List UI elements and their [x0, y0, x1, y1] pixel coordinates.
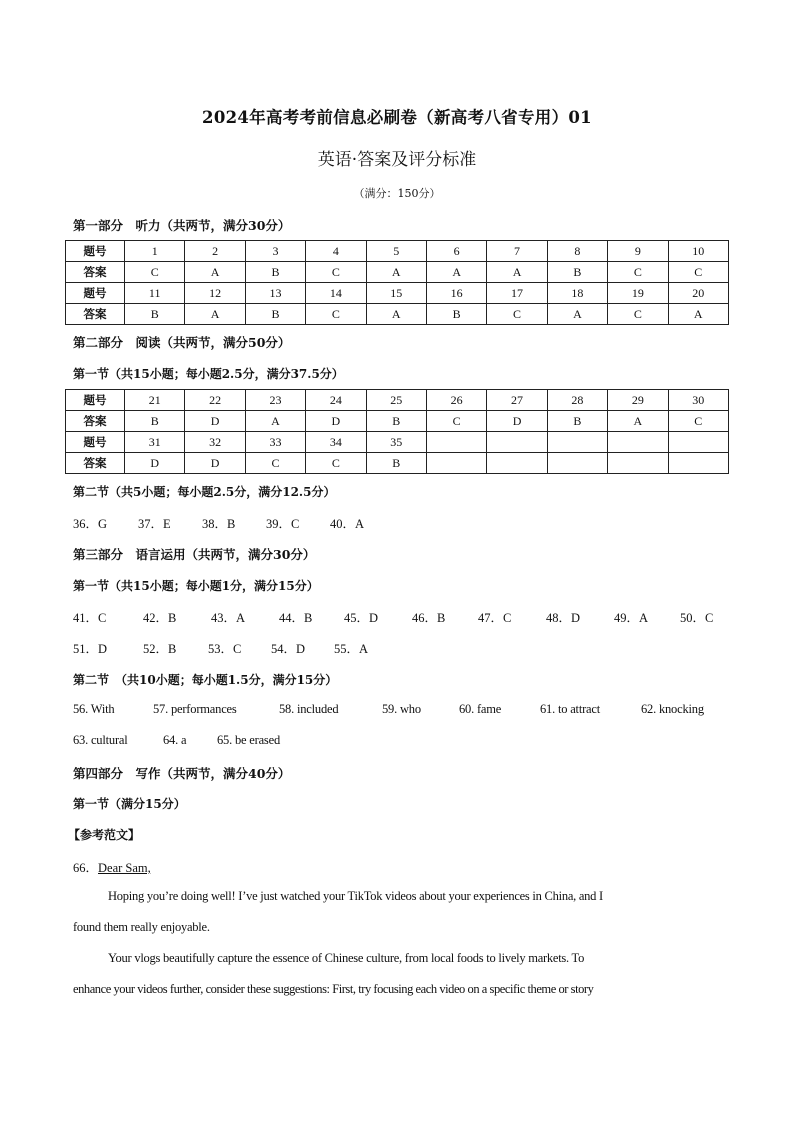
answer-label-cell: 答案	[66, 453, 125, 474]
question-number-cell: 12	[185, 283, 245, 304]
question-number-cell: 7	[487, 241, 547, 262]
part3-section1-answers-row2	[73, 639, 368, 657]
answer-item: 65. be erased	[217, 733, 280, 747]
answer-cell: A	[426, 262, 486, 283]
answer-cell: B	[547, 262, 607, 283]
answer-item: 51．D	[73, 642, 108, 656]
answer-cell: C	[426, 411, 486, 432]
answer-cell: A	[366, 304, 426, 325]
question-number-cell	[547, 432, 607, 453]
answer-cell: C	[306, 262, 366, 283]
question-number-cell: 1	[125, 241, 185, 262]
question-label-cell: 题号	[66, 283, 125, 304]
answer-item: 44．B	[279, 611, 313, 625]
part2-answer-table	[65, 389, 729, 474]
answer-label-cell: 答案	[66, 262, 125, 283]
question-number-cell: 35	[366, 432, 426, 453]
question-number-cell: 15	[366, 283, 426, 304]
answer-item: 49．A	[614, 611, 649, 625]
question-number-cell: 6	[426, 241, 486, 262]
answer-label-cell: 答案	[66, 411, 125, 432]
essay-paragraph1-line1: Hoping you’re doing well! I’ve just watched your TikTok videos about your experiences in China, and I	[108, 889, 603, 903]
question-label-cell: 题号	[66, 241, 125, 262]
sample-essay-label: 【参考范文】	[68, 828, 141, 842]
full-score-note: （满分：150分）	[353, 187, 441, 200]
answer-item: 42．B	[143, 611, 177, 625]
part4-heading: 第四部分 写作（共两节，满分40分）	[73, 766, 291, 781]
question-number-cell: 18	[547, 283, 607, 304]
answer-cell: C	[487, 304, 547, 325]
answer-item: 63. cultural	[73, 733, 128, 747]
answer-cell: A	[487, 262, 547, 283]
answer-item: 61. to attract	[540, 702, 601, 716]
part3-section2-answers-row1	[73, 702, 704, 717]
question-label-cell: 题号	[66, 390, 125, 411]
question-number-cell: 10	[668, 241, 728, 262]
answer-cell: B	[125, 411, 185, 432]
answer-cell: D	[185, 453, 245, 474]
answer-cell: B	[125, 304, 185, 325]
part2-section2-answers	[73, 514, 394, 532]
question-number-cell	[608, 432, 668, 453]
answer-cell: B	[366, 411, 426, 432]
question-number-cell: 16	[426, 283, 486, 304]
answer-item: 64. a	[163, 733, 187, 747]
answer-item: 57. performances	[153, 702, 237, 716]
part3-section1-answers-row1	[73, 608, 713, 626]
part2-section2-heading: 第二节（共5小题；每小题2.5分，满分12.5分）	[73, 485, 336, 499]
question-number: 66．	[73, 861, 99, 875]
answer-item: 39．C	[266, 517, 300, 531]
question-number-cell	[668, 432, 728, 453]
answer-cell: B	[245, 262, 305, 283]
answer-item: 38．B	[202, 517, 236, 531]
question-number-row	[66, 432, 729, 453]
answer-cell: D	[306, 411, 366, 432]
part2-heading: 第二部分 阅读（共两节，满分50分）	[73, 335, 291, 350]
answer-item: 62. knocking	[641, 702, 704, 716]
essay-paragraph2-line2: enhance your videos further, consider these suggestions: First, try focusing each video on a specific theme or story	[73, 982, 594, 996]
answer-cell	[608, 453, 668, 474]
question-number-cell: 4	[306, 241, 366, 262]
answer-cell: B	[366, 453, 426, 474]
question-number-cell: 2	[185, 241, 245, 262]
answer-item: 36．G	[73, 517, 108, 531]
question-number-cell: 9	[608, 241, 668, 262]
answer-cell: A	[608, 411, 668, 432]
part3-section1-heading: 第一节（共15小题；每小题1分，满分15分）	[73, 579, 319, 593]
question-number-cell: 3	[245, 241, 305, 262]
answer-cell	[668, 453, 728, 474]
answer-item: 37．E	[138, 517, 171, 531]
part1-answer-table	[65, 240, 729, 325]
answer-cell: C	[668, 411, 728, 432]
answer-item: 45．D	[344, 611, 379, 625]
answer-cell: C	[668, 262, 728, 283]
page-title: 2024年高考考前信息必刷卷（新高考八省专用）01	[202, 108, 592, 127]
answer-cell: A	[366, 262, 426, 283]
question-number-cell: 8	[547, 241, 607, 262]
answer-cell: D	[125, 453, 185, 474]
answer-cell: C	[608, 304, 668, 325]
question-number-row	[66, 241, 729, 262]
question-number-cell: 19	[608, 283, 668, 304]
part3-section2-heading: 第二节 （共10小题；每小题1.5分，满分15分）	[73, 673, 338, 687]
answer-item: 54．D	[271, 642, 306, 656]
answer-row	[66, 262, 729, 283]
essay-paragraph2-line1: Your vlogs beautifully capture the essence of Chinese culture, from local foods to lively markets. To	[108, 951, 585, 965]
question-number-cell	[426, 432, 486, 453]
question-number-cell: 21	[125, 390, 185, 411]
question-number-cell	[487, 432, 547, 453]
question-number-cell: 22	[185, 390, 245, 411]
question-number-cell: 30	[668, 390, 728, 411]
question-number-cell: 5	[366, 241, 426, 262]
question-number-cell: 14	[306, 283, 366, 304]
question-number-cell: 33	[245, 432, 305, 453]
answer-item: 53．C	[208, 642, 242, 656]
question-number-cell: 24	[306, 390, 366, 411]
answer-row	[66, 453, 729, 474]
answer-cell: A	[185, 304, 245, 325]
letter-greeting: Dear Sam,	[98, 861, 151, 875]
answer-cell	[547, 453, 607, 474]
part2-section1-heading: 第一节（共15小题；每小题2.5分，满分37.5分）	[73, 367, 344, 381]
answer-row	[66, 304, 729, 325]
question-number-cell: 31	[125, 432, 185, 453]
answer-cell: C	[306, 304, 366, 325]
question-number-cell: 26	[426, 390, 486, 411]
letter-greeting-line	[73, 858, 733, 876]
answer-item: 50．C	[680, 611, 714, 625]
part4-section1-heading: 第一节（满分15分）	[73, 797, 186, 811]
question-label-cell: 题号	[66, 432, 125, 453]
answer-item: 60. fame	[459, 702, 502, 716]
answer-cell: C	[306, 453, 366, 474]
answer-item: 41．C	[73, 611, 107, 625]
question-number-cell: 32	[185, 432, 245, 453]
answer-cell: A	[245, 411, 305, 432]
answer-item: 59. who	[382, 702, 421, 716]
page-subtitle: 英语·答案及评分标准	[317, 150, 477, 170]
essay-paragraph1-line2: found them really enjoyable.	[73, 920, 210, 934]
answer-cell: D	[487, 411, 547, 432]
question-number-cell: 23	[245, 390, 305, 411]
answer-item: 52．B	[143, 642, 177, 656]
answer-cell: D	[185, 411, 245, 432]
question-number-cell: 11	[125, 283, 185, 304]
part1-heading: 第一部分 听力（共两节，满分30分）	[73, 218, 291, 233]
answer-cell: C	[245, 453, 305, 474]
answer-item: 58. included	[279, 702, 339, 716]
question-number-cell: 28	[547, 390, 607, 411]
answer-cell: B	[547, 411, 607, 432]
question-number-cell: 27	[487, 390, 547, 411]
answer-item: 56. With	[73, 702, 115, 716]
question-number-cell: 20	[668, 283, 728, 304]
part3-section2-answers-row2	[73, 733, 280, 748]
answer-item: 43．A	[211, 611, 246, 625]
question-number-row	[66, 283, 729, 304]
answer-item: 47．C	[478, 611, 512, 625]
question-number-cell: 34	[306, 432, 366, 453]
answer-cell: A	[185, 262, 245, 283]
answer-cell: C	[125, 262, 185, 283]
answer-item: 55．A	[334, 642, 369, 656]
answer-cell: C	[608, 262, 668, 283]
question-number-cell: 25	[366, 390, 426, 411]
question-number-row	[66, 390, 729, 411]
answer-item: 48．D	[546, 611, 581, 625]
answer-cell: A	[668, 304, 728, 325]
question-number-cell: 13	[245, 283, 305, 304]
part3-heading: 第三部分 语言运用（共两节，满分30分）	[73, 547, 316, 562]
question-number-cell: 17	[487, 283, 547, 304]
answer-item: 40．A	[330, 517, 365, 531]
answer-cell: A	[547, 304, 607, 325]
answer-cell: B	[426, 304, 486, 325]
question-number-cell: 29	[608, 390, 668, 411]
answer-item: 46．B	[412, 611, 446, 625]
answer-cell: B	[245, 304, 305, 325]
answer-row	[66, 411, 729, 432]
answer-label-cell: 答案	[66, 304, 125, 325]
answer-cell	[487, 453, 547, 474]
answer-cell	[426, 453, 486, 474]
